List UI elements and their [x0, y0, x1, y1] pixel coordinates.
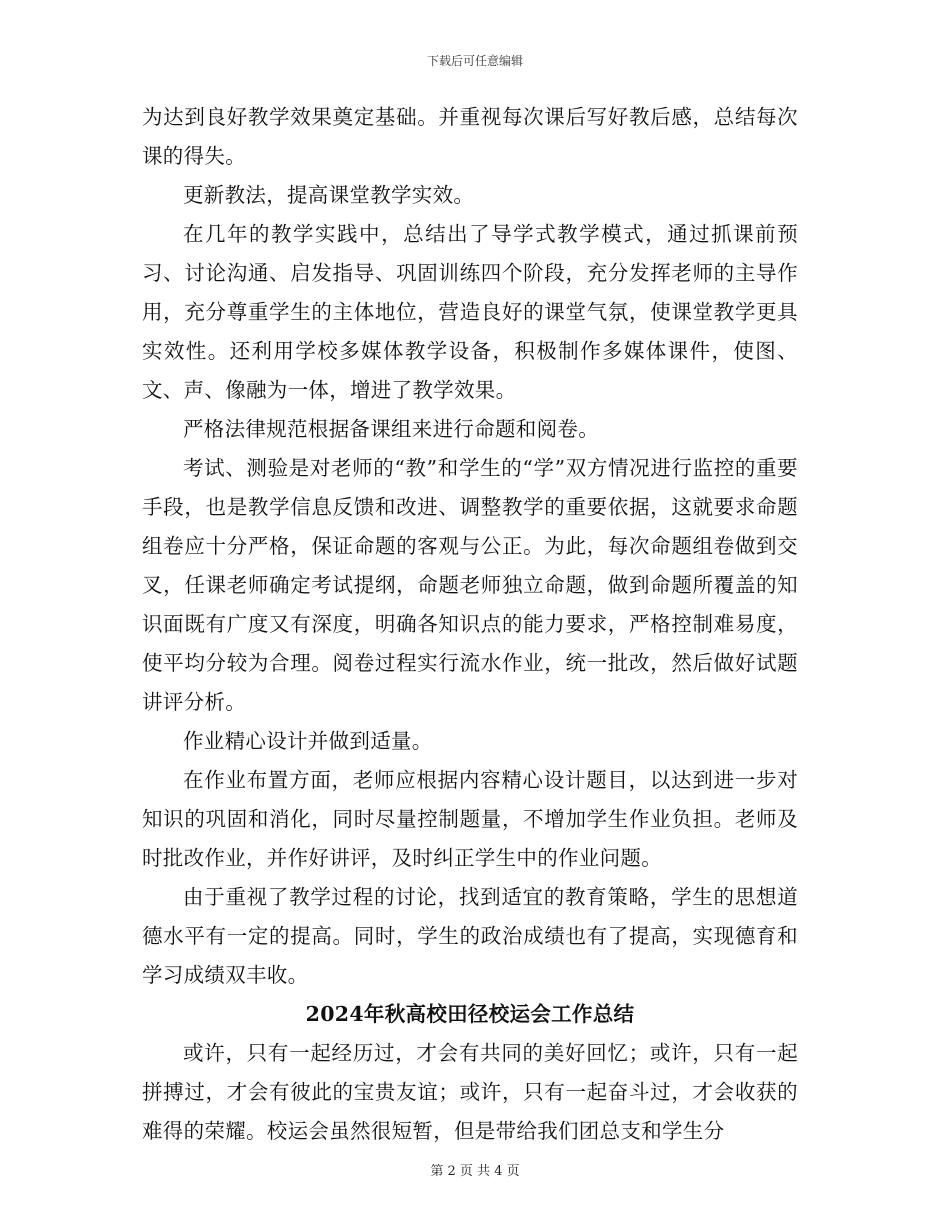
paragraph-continuation: 为达到良好教学效果奠定基础。并重视每次课后写好教后感，总结每次课的得失。 [142, 105, 798, 168]
paragraph-heading-homework: 作业精心设计并做到适量。 [183, 729, 433, 753]
paragraph-heading-teaching-method: 更新教法，提高课堂教学实效。 [183, 183, 475, 207]
document-body [142, 98, 798, 1151]
page-header-note: 下载后可任意编辑 [426, 54, 523, 68]
page-number: 第 2 页 共 4 页 [430, 1164, 520, 1179]
paragraph-exam-details: 考试、测验是对老师的“教”和学生的“学”双方情况进行监控的重要手段，也是教学信息反馈和改进、调整教学的重要依据，这就要求命题组卷应十分严格，保证命题的客观与公正。为此，每次命题组卷做到交叉，任课老师确定考试提纲，命题老师独立命题，做到命题所覆盖的知识面既有广度又有深度，明确各知识点的能力要求，严格控制难易度，使平均分较为合理。阅卷过程实行流水作业，统一批改，然后做好试题讲评分析。 [142, 456, 798, 714]
paragraph-homework-details: 在作业布置方面，老师应根据内容精心设计题目，以达到进一步对知识的巩固和消化，同时尽量控制题量，不增加学生作业负担。老师及时批改作业，并作好讲评，及时纠正学生中的作业问题。 [142, 768, 798, 870]
paragraph-sports-meet-intro: 或许，只有一起经历过，才会有共同的美好回忆；或许，只有一起拼搏过，才会有彼此的宝贵友谊；或许，只有一起奋斗过，才会收获的难得的荣耀。校运会虽然很短暂，但是带给我们团总支和学生分 [142, 1041, 798, 1143]
paragraph-heading-exam-standard: 严格法律规范根据备课组来进行命题和阅卷。 [183, 417, 599, 441]
paragraph-teaching-practice: 在几年的教学实践中，总结出了导学式教学模式，通过抓课前预习、讨论沟通、启发指导、巩固训练四个阶段，充分发挥老师的主导作用，充分尊重学生的主体地位，营造良好的课堂气氛，使课堂教学更具实效性。还利用学校多媒体教学设备，积极制作多媒体课件，使图、文、声、像融为一体，增进了教学效果。 [142, 222, 798, 402]
paragraph-results: 由于重视了教学过程的讨论，找到适宜的教育策略，学生的思想道德水平有一定的提高。同时，学生的政治成绩也有了提高，实现德育和学习成绩双丰收。 [142, 885, 798, 987]
section-title: 2024年秋高校田径校运会工作总结 [305, 1002, 635, 1026]
